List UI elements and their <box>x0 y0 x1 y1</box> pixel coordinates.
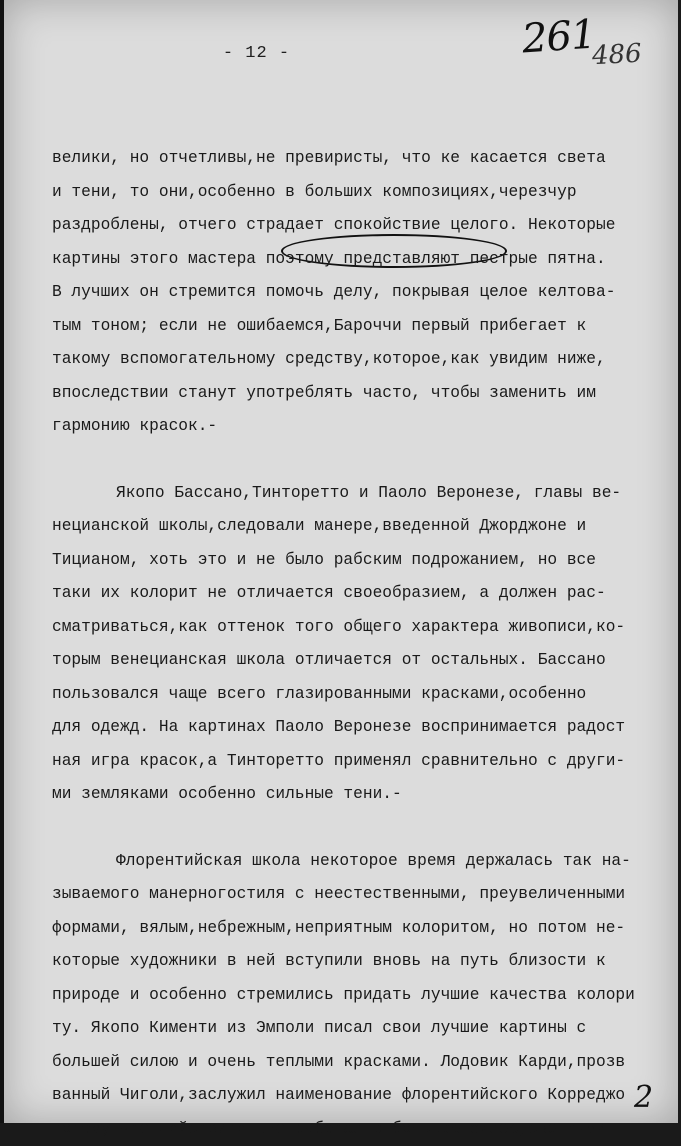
text-line: формами, вялым,небрежным,неприятным колоритом, но потом не- <box>52 912 664 946</box>
corner-handwritten-mark: 2 <box>634 1080 653 1115</box>
text-line: ная игра красок,а Тинторетто применял сравнительно с други- <box>52 745 664 779</box>
text-line: торым венецианская школа отличается от остальных. Бассано <box>52 644 664 678</box>
archive-number-handwritten: 261 <box>520 11 596 62</box>
text-line: гармонию красок.- <box>52 410 664 444</box>
text-line: природе и особенно стремились придать лучшие качества колори <box>52 979 664 1013</box>
text-line: сматриваться,как оттенок того общего характера живописи,ко- <box>52 611 664 645</box>
text-line: большей силою и очень теплыми красками. Лодовик Карди,прозв <box>52 1046 664 1080</box>
paragraph-2 <box>52 477 664 812</box>
text-line: нецианской школы,следовали манере,введенной Джорджоне и <box>52 510 664 544</box>
text-line: и тени, то они,особенно в больших композициях,черезчур <box>52 176 664 210</box>
text-line: Флорентийская школа некоторое время держалась так на- <box>52 845 664 879</box>
document-page <box>4 0 678 1123</box>
text-line: впоследствии станут употреблять часто, чтобы заменить им <box>52 377 664 411</box>
text-line: потому что действительно работал с большою силою,светлыми <box>52 1113 664 1146</box>
body-text <box>52 142 664 1146</box>
text-line: ми земляками особенно сильные тени.- <box>52 778 664 812</box>
text-line: Якопо Бассано,Тинторетто и Паоло Веронезе, главы ве- <box>52 477 664 511</box>
text-line: тым тоном; если не ошибаемся,Бароччи первый прибегает к <box>52 310 664 344</box>
text-line: пользовался чаще всего глазированными красками,особенно <box>52 678 664 712</box>
paragraph-3 <box>52 845 664 1146</box>
text-line: такому вспомогательному средству,которое,как увидим ниже, <box>52 343 664 377</box>
text-line: Тицианом, хоть это и не было рабским подрожанием, но все <box>52 544 664 578</box>
text-line: таки их колорит не отличается своеобразием, а должен рас- <box>52 577 664 611</box>
text-line: ванный Чиголи,заслужил наименование флорентийского Корреджо <box>52 1079 664 1113</box>
text-line: картины этого мастера поэтому представляют пестрые пятна. <box>52 243 664 277</box>
paragraph-1 <box>52 142 664 444</box>
text-line: для одежд. На картинах Паоло Веронезе воспринимается радост <box>52 711 664 745</box>
archive-number-secondary: 486 <box>591 39 642 72</box>
text-line: велики, но отчетливы,не превиристы, что ке касается света <box>52 142 664 176</box>
text-line: которые художники в ней вступили вновь на путь близости к <box>52 945 664 979</box>
text-line: ту. Якопо Кименти из Эмполи писал свои лучшие картины с <box>52 1012 664 1046</box>
text-line: В лучших он стремится помочь делу, покрывая целое келтова- <box>52 276 664 310</box>
text-line: зываемого манерногостиля с неестественными, преувеличенными <box>52 878 664 912</box>
text-line: раздроблены, отчего страдает спокойствие целого. Некоторые <box>52 209 664 243</box>
page-number: - 12 - <box>4 44 509 63</box>
